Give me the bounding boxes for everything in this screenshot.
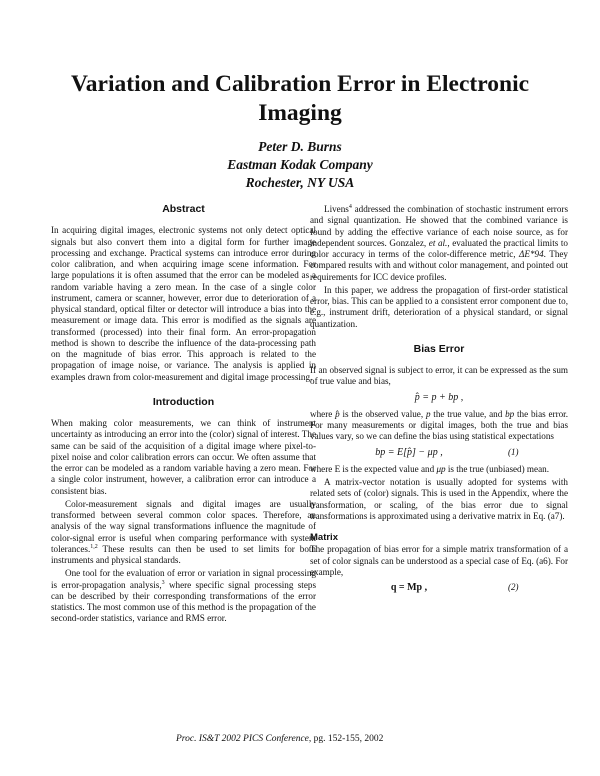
bias-paragraph-3: where E is the expected value and μp is the true (unbiased) mean. <box>310 463 549 474</box>
introduction-heading: Introduction <box>152 395 215 408</box>
intro-paragraph-1: When making color measurements, we can think of instrument uncertainty as introducing an error into the (color) signal of interest. The same can be said of the acquisition of a digital image where pixel-to-pixel noise and color calibration errors can occur. We often assume that the error can be modeled as a random variable having a zero mean. For a single color instrument, however, a calibration error can introduce a consistent bias. <box>51 418 316 496</box>
citation: 3 <box>161 579 165 586</box>
author-location: Rochester, NY USA <box>245 175 355 190</box>
matrix-heading: Matrix <box>310 532 338 543</box>
author-affiliation: Eastman Kodak Company <box>227 157 373 172</box>
author-block <box>100 138 500 192</box>
left-column <box>51 204 316 627</box>
equation-0 <box>310 392 568 403</box>
intro-paragraph-3: One tool for the evaluation of error or variation in signal processing is error-propagation analysis,$^3$ where specific signal processing steps can be described by their corresponding transformations of the error statistics. The most common use of this method is the propagation of the second-order statistics, variance and RMS error. <box>51 568 316 624</box>
abstract-text: In acquiring digital images, electronic systems not only detect optical signals but also convert them into a digital form for further image processing and exchange. Practical systems can introduce error during color calibration, and when acquiring image scene information. For large populations it is often assumed that the error can be modeled as a random variable having a zero mean. In the case of a single color instrument, camera or scanner, however, error due to deterioration of a physical standard, optical filter or detector will introduce a bias into the measurement or image data. This error is modified as the signals are transformed (processed) into their final form. An error-propagation method is shown to describe the influence of the data-processing path on the magnitude of bias error. This approach is related to the propagation of image noise, or variance. The analysis is applied in examples drawn from color-measurement and digital image processing. <box>51 225 316 382</box>
right-column <box>310 204 568 599</box>
abstract-heading: Abstract <box>162 203 205 215</box>
bias-error-heading: Bias Error <box>413 342 465 355</box>
author-name: Peter D. Burns <box>258 139 342 154</box>
citation: 1,2 <box>90 543 98 550</box>
footer-venue: Proc. IS&T 2002 PICS Conference <box>176 734 309 744</box>
equation-2-number: (2) <box>508 582 519 592</box>
equation-2 <box>310 582 568 593</box>
equation-2-body: q = Mp , <box>390 582 428 593</box>
right-paragraph-2: In this paper, we address the propagation of first-order statistical error, bias. This can be applied to a consistent error component due to, e.g., instrument drift, deterioration of a physical standard, or signal quantization. <box>310 284 568 329</box>
page-footer <box>176 734 576 744</box>
equation-1 <box>310 447 568 458</box>
intro-paragraph-2: Color-measurement signals and digital images are usually transformed between several common color spaces. Therefore, an analysis of the way signal transformations influence the magnitude of color-signal error is useful when comparing performance with system tolerances.$^{1,2}$ These results can then be used to set limits for both instruments and physical standards. <box>51 498 316 565</box>
paper-title: Variation and Calibration Error in Electronic Imaging <box>70 71 530 126</box>
equation-1-body: bp = E[p̂] − μp , <box>375 446 443 458</box>
citation: 4 <box>348 203 352 210</box>
bias-paragraph-4: A matrix-vector notation is usually adopted for systems with related sets of (color) signals. This is used in the Appendix, where the transformation, or scaling, of the bias error due to signal transformations is approximated using a derivative matrix in Eq. (a7). <box>310 477 568 521</box>
footer-pages: , pg. 152-155, 2002 <box>308 734 384 744</box>
right-paragraph-1: Livens$^4$ addressed the combination of stochastic instrument errors and signal quantization. He showed that the combined variance is found by adding the effective variance of each noise source, as for independent sources. Gonzalez, et al., evaluated the practical limits to color accuracy in terms of the color-difference metric, ΔE*94. They compared results with and without color management, and pointed out requirements for ICC device profiles. <box>310 203 568 282</box>
delta-e-metric: ΔE*94 <box>519 249 544 259</box>
bias-paragraph-2: where p̂ is the observed value, p the true value, and bp the bias error. For many measurements or digital images, both the true and bias values vary, so we can define the bias using statistical expectations <box>310 408 568 442</box>
bias-paragraph-1: If an observed signal is subject to error, it can be expressed as the sum of true value and bias, <box>310 365 568 387</box>
equation-1-number: (1) <box>508 446 519 457</box>
matrix-paragraph-1: The propagation of bias error for a simple matrix transformation of a set of color signals can be understood as a special case of Eq. (a6). For example, <box>310 544 568 577</box>
equation-0-body: p̂ = p + bp , <box>414 391 464 403</box>
